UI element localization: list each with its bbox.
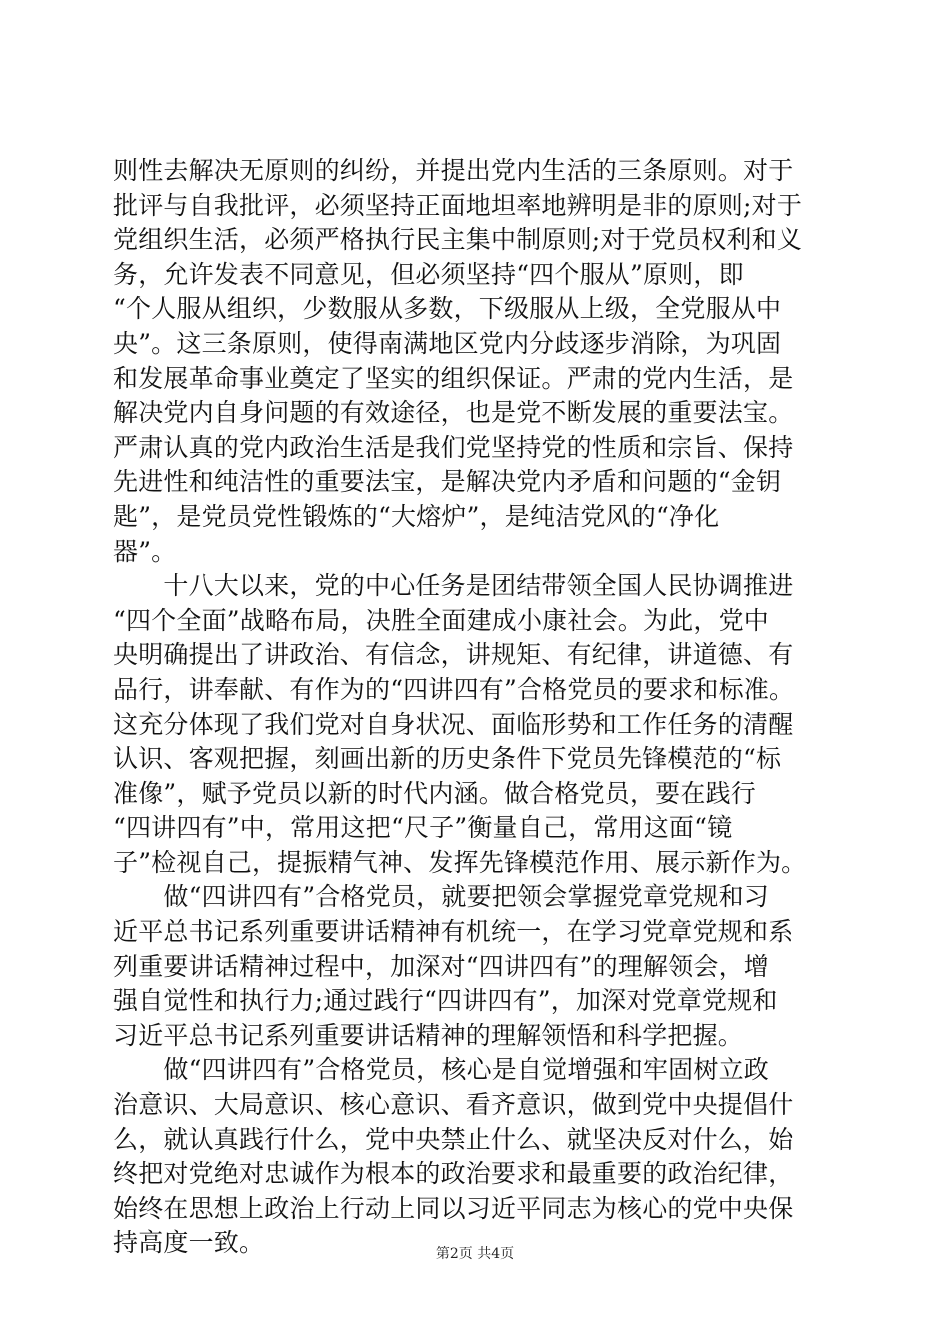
text-line: 党组织生活，必须严格执行民主集中制原则;对于党员权利和义	[113, 225, 803, 255]
text-line: 十八大以来，党的中心任务是团结带领全国人民协调推进	[113, 571, 794, 601]
text-line: 么，就认真践行什么，党中央禁止什么、就坚决反对什么，始	[113, 1124, 794, 1154]
text-line: 做“四讲四有”合格党员，核心是自觉增强和牢固树立政	[113, 1055, 769, 1085]
text-line: “四个全面”战略布局，决胜全面建成小康社会。为此，党中	[113, 605, 769, 635]
text-line: 品行，讲奉献、有作为的“四讲四有”合格党员的要求和标准。	[113, 674, 795, 704]
text-line: 子”检视自己，提振精气神、发挥先锋模范作用、展示新作为。	[113, 847, 807, 877]
body-text	[113, 154, 853, 1261]
text-line: 批评与自我批评，必须坚持正面地坦率地辨明是非的原则;对于	[113, 190, 803, 220]
text-line: 严肃认真的党内政治生活是我们党坚持党的性质和宗旨、保持	[113, 432, 794, 462]
text-line: 这充分体现了我们党对自身状况、面临形势和工作任务的清醒	[113, 709, 794, 739]
text-line: 认识、客观把握，刻画出新的历史条件下党员先锋模范的“标	[113, 744, 782, 774]
text-line: “个人服从组织，少数服从多数，下级服从上级，全党服从中	[113, 294, 782, 324]
text-line: 匙”，是党员党性锻炼的“大熔炉”，是纯洁党风的“净化	[113, 501, 720, 531]
text-line: 治意识、大局意识、核心意识、看齐意识，做到党中央提倡什	[113, 1090, 794, 1120]
text-line: “四讲四有”中，常用这把“尺子”衡量自己，常用这面“镜	[113, 813, 733, 843]
text-line: 列重要讲话精神过程中，加深对“四讲四有”的理解领会，增	[113, 951, 769, 981]
text-line: 务，允许发表不同意见，但必须坚持“四个服从”原则，即	[113, 259, 744, 289]
text-line: 解决党内自身问题的有效途径，也是党不断发展的重要法宝。	[113, 398, 794, 428]
text-line: 终把对党绝对忠诚作为根本的政治要求和最重要的政治纪律，	[113, 1159, 794, 1189]
text-line: 央”。这三条原则，使得南满地区党内分歧逐步消除，为巩固	[113, 328, 782, 358]
text-line: 习近平总书记系列重要讲话精神的理解领悟和科学把握。	[113, 1020, 744, 1050]
text-line: 央明确提出了讲政治、有信念，讲规矩、有纪律，讲道德、有	[113, 640, 794, 670]
text-line: 持高度一致。	[113, 1228, 265, 1258]
text-line: 准像”，赋予党员以新的时代内涵。做合格党员，要在践行	[113, 778, 756, 808]
page-footer: 第2页 共4页	[435, 1246, 515, 1262]
text-line: 先进性和纯洁性的重要法宝，是解决党内矛盾和问题的“金钥	[113, 467, 782, 497]
text-line: 强自觉性和执行力;通过践行“四讲四有”，加深对党章党规和	[113, 986, 778, 1016]
text-line: 和发展革命事业奠定了坚实的组织保证。严肃的党内生活，是	[113, 363, 794, 393]
text-line: 器”。	[113, 536, 177, 566]
text-line: 则性去解决无原则的纠纷，并提出党内生活的三条原则。对于	[113, 156, 794, 185]
text-line: 做“四讲四有”合格党员，就要把领会掌握党章党规和习	[113, 882, 769, 912]
text-line: 始终在思想上政治上行动上同以习近平同志为核心的党中央保	[113, 1193, 794, 1223]
text-line: 近平总书记系列重要讲话精神有机统一，在学习党章党规和系	[113, 917, 794, 947]
